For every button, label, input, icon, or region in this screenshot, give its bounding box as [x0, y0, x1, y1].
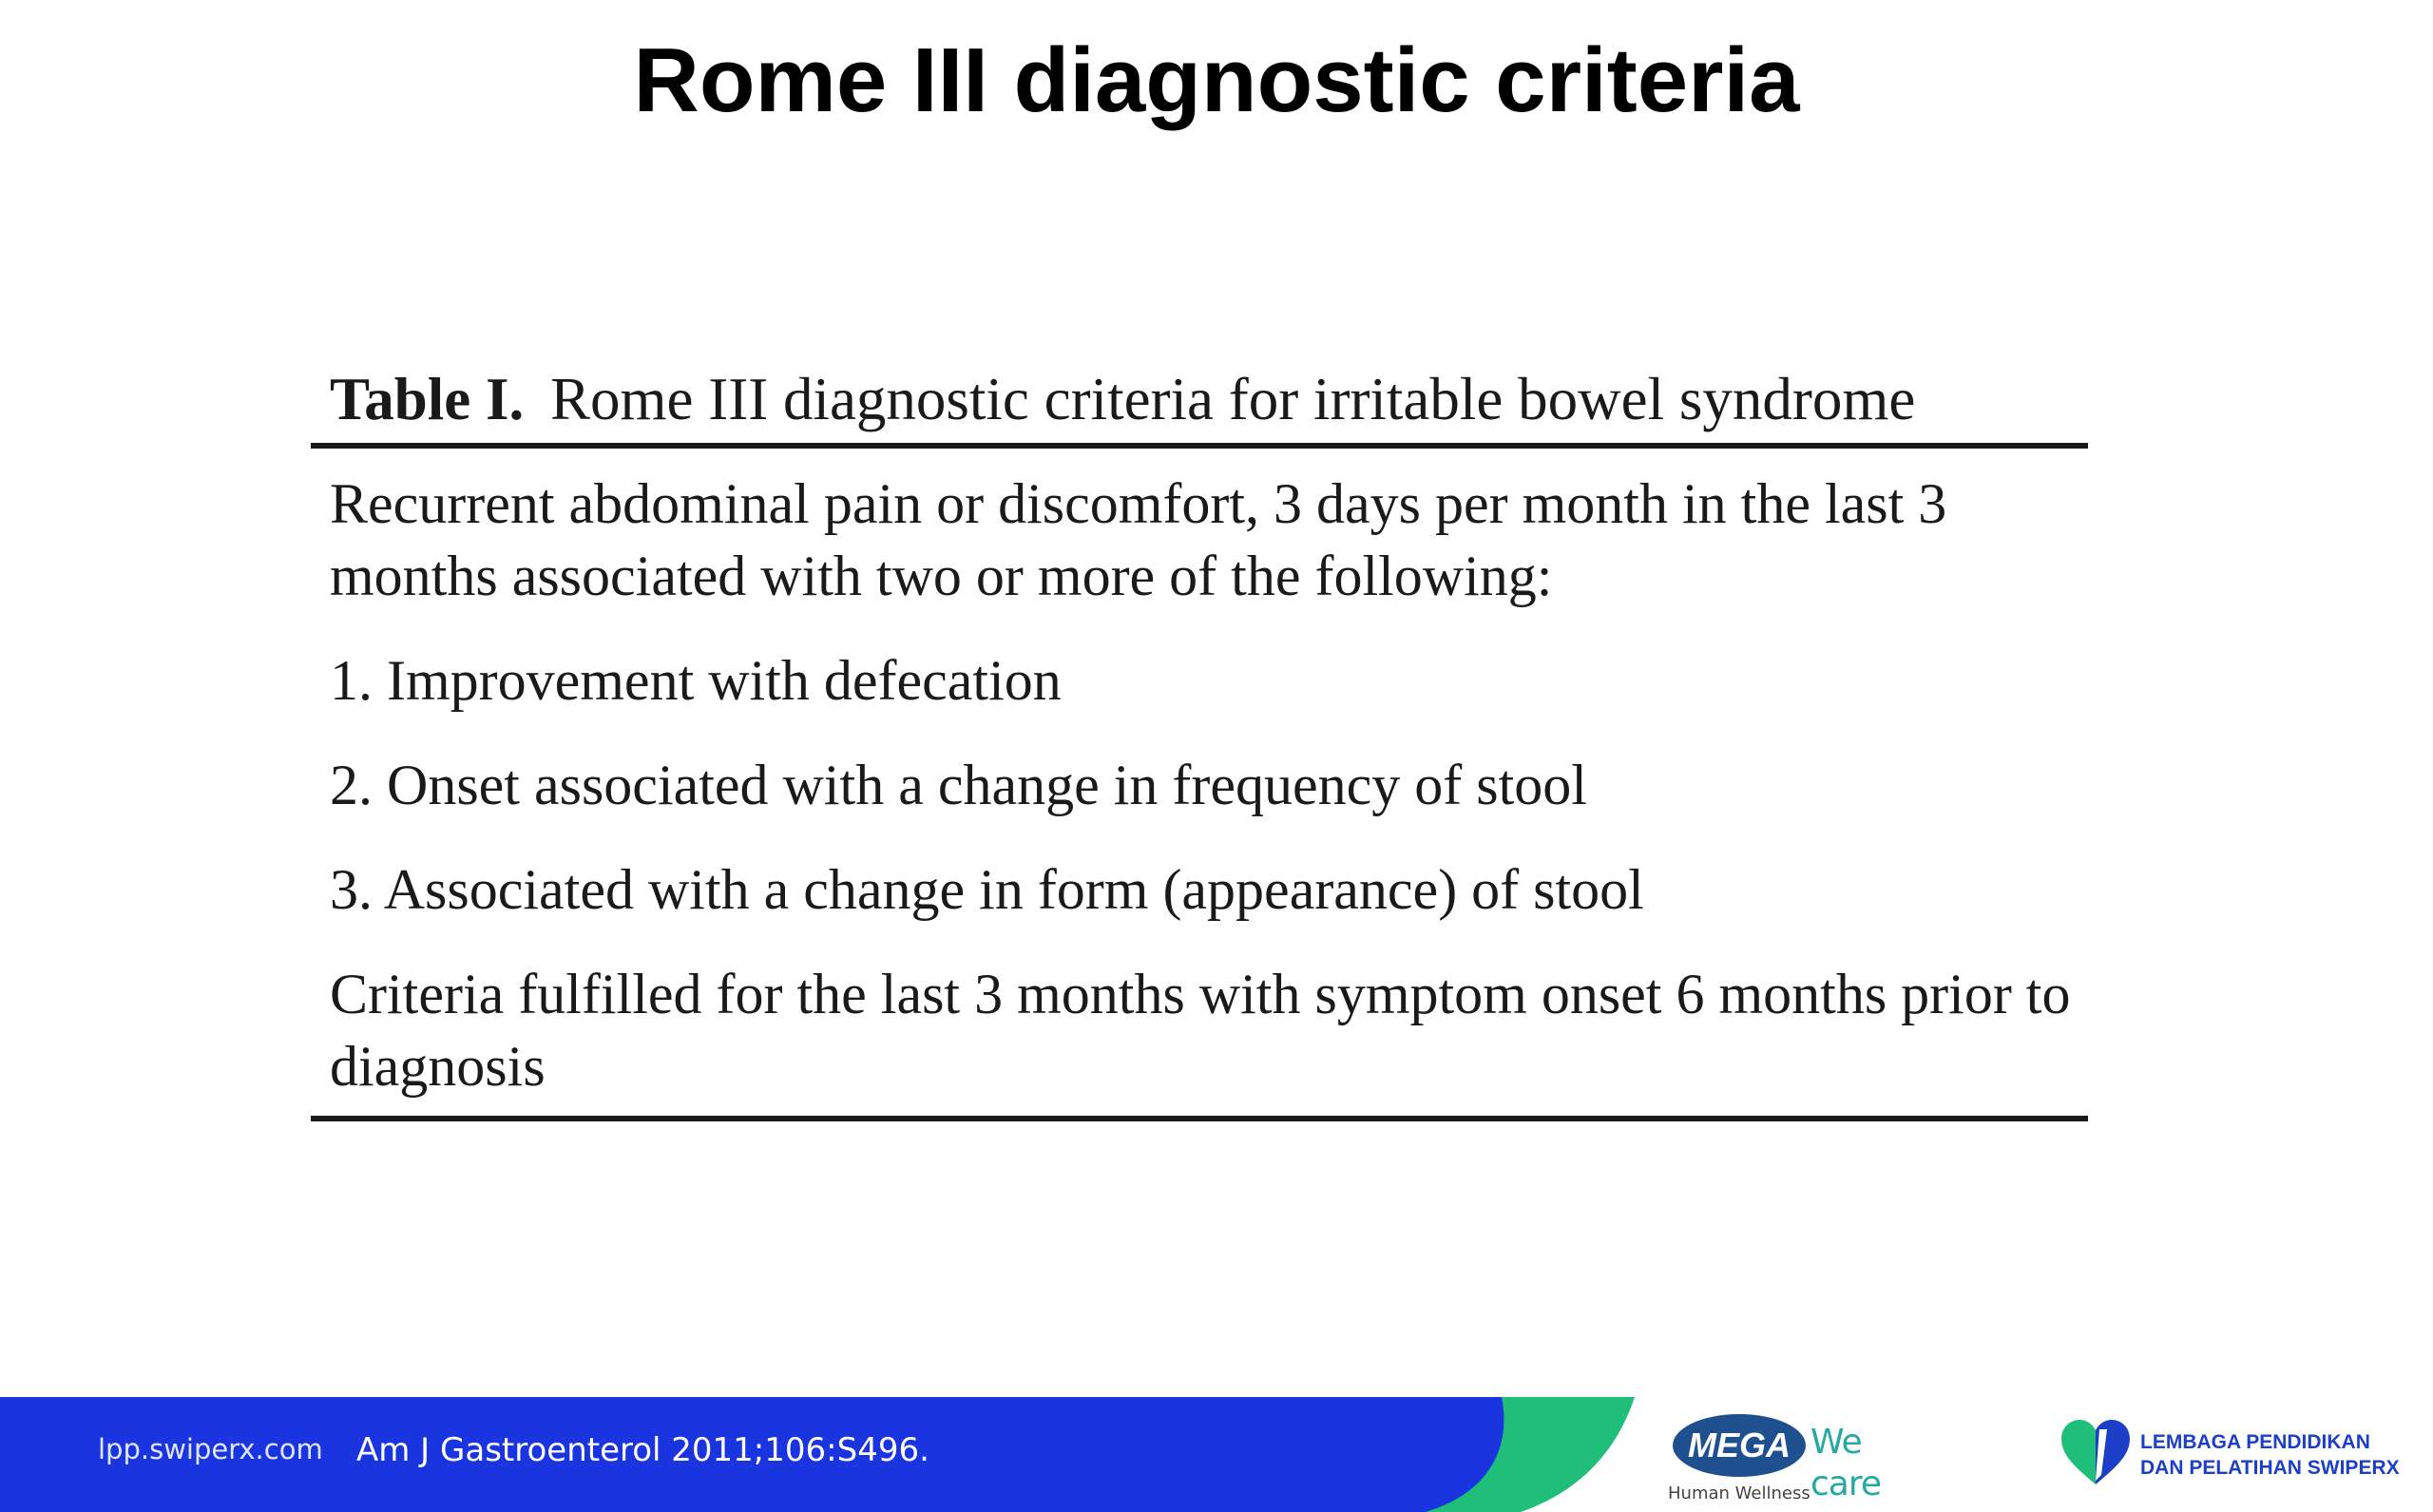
- lpp-line-2: DAN PELATIHAN SWIPERX: [2140, 1457, 2400, 1479]
- lpp-wordmark: [2140, 1429, 2400, 1481]
- lpp-line-1: LEMBAGA PENDIDIKAN: [2140, 1431, 2370, 1453]
- footer-citation: Am J Gastroenterol 2011;106:S496.: [356, 1431, 929, 1469]
- criteria-table: [311, 361, 2088, 1121]
- mega-wordmark: MEGA: [1673, 1414, 1806, 1477]
- lpp-logo: [2058, 1416, 2428, 1492]
- footer-url-link[interactable]: lpp.swiperx.com: [98, 1433, 323, 1465]
- mega-logo: [1668, 1407, 1934, 1506]
- table-row: Recurrent abdominal pain or discomfort, 3 days per month in the last 3 months associated with two or more of the following:: [330, 472, 1947, 607]
- table-body: [311, 449, 2088, 1116]
- table-row: 2. Onset associated with a change in frequency of stool: [330, 754, 1587, 816]
- slide-title: Rome III diagnostic criteria: [633, 29, 1800, 131]
- table-caption-label: Table I.: [330, 366, 525, 432]
- heart-icon: [2058, 1416, 2134, 1492]
- table-row: Criteria fulfilled for the last 3 months with symptom onset 6 months prior to diagnosis: [330, 963, 2071, 1098]
- table-caption: [330, 361, 2088, 437]
- mega-subtitle: Human Wellness: [1668, 1483, 1810, 1503]
- mega-tagline: We care: [1810, 1423, 1882, 1503]
- table-bottom-rule: [311, 1116, 2088, 1121]
- table-row: 3. Associated with a change in form (appearance) of stool: [330, 858, 1644, 921]
- table-row: 1. Improvement with defecation: [330, 649, 1062, 712]
- table-caption-text: Rome III diagnostic criteria for irritable bowel syndrome: [550, 366, 1916, 432]
